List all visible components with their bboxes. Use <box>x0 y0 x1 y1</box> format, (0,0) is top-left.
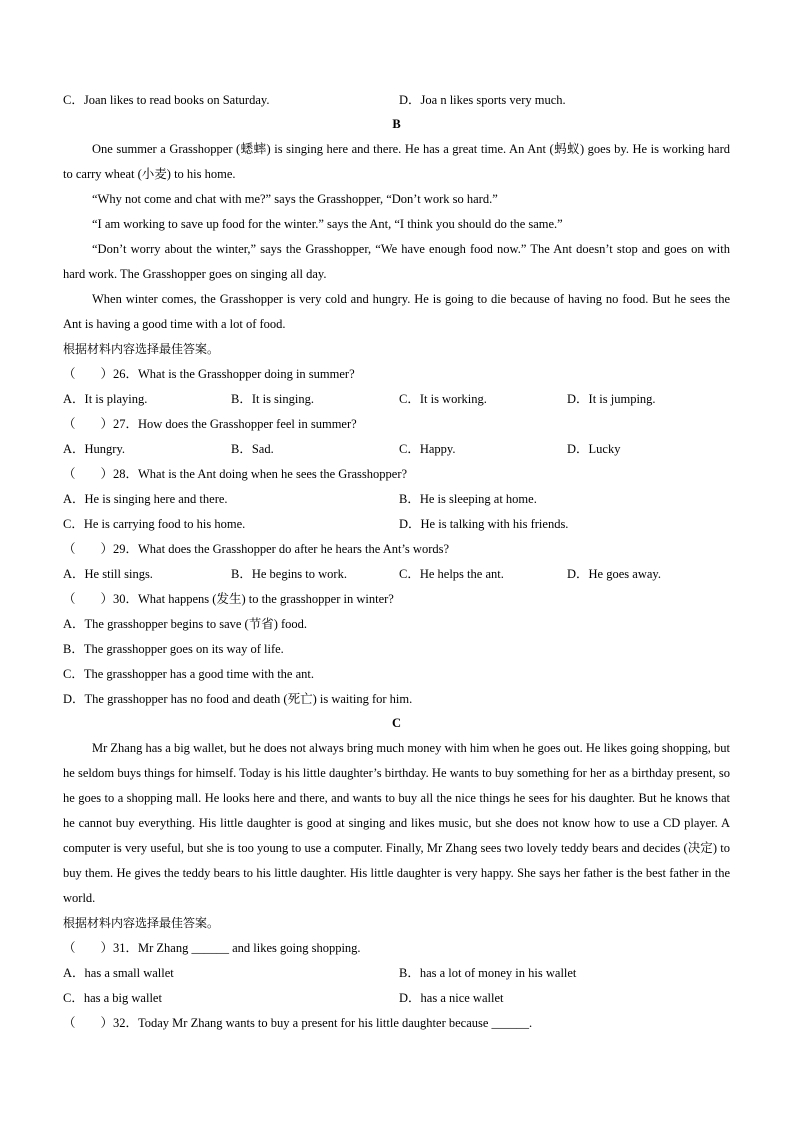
q27-option-b: B．Sad. <box>231 442 274 456</box>
q26-option-b: B．It is singing. <box>231 392 314 406</box>
question-29-stem: （ ）29．What does the Grasshopper do after he hears the Ant’s words? <box>63 542 450 556</box>
q30-option-c: C．The grasshopper has a good time with the ant. <box>63 667 314 681</box>
q30-option-b: B．The grasshopper goes on its way of life. <box>63 642 284 656</box>
question-26-options <box>63 389 730 409</box>
q29-option-d: D．He goes away. <box>567 567 661 581</box>
q26-option-c: C．It is working. <box>399 392 487 406</box>
q28-option-a: A．He is singing here and there. <box>63 492 228 506</box>
q28-option-b: B．He is sleeping at home. <box>399 492 537 506</box>
section-b-paragraph-1: One summer a Grasshopper (蟋蟀) is singing here and there. He has a great time. An Ant (蚂蚁) goes by. He is working hard to carry wheat (小麦) to his home. <box>63 142 730 181</box>
q30-option-d: D．The grasshopper has no food and death (死亡) is waiting for him. <box>63 692 413 706</box>
section-b-paragraph-3: “I am working to save up food for the winter.” says the Ant, “I think you should do the same.” <box>92 217 563 231</box>
question-28-options-row-1 <box>63 489 730 509</box>
q27-option-a: A．Hungry. <box>63 442 126 456</box>
section-b-instruction: 根据材料内容选择最佳答案。 <box>63 342 220 356</box>
q29-option-b: B．He begins to work. <box>231 567 347 581</box>
top-options-row <box>63 90 730 110</box>
section-b-heading: B <box>392 117 401 131</box>
q31-option-d: D．has a nice wallet <box>399 991 504 1005</box>
q29-option-c: C．He helps the ant. <box>399 567 504 581</box>
question-30-stem: （ ）30．What happens (发生) to the grasshopper in winter? <box>63 592 394 606</box>
q30-option-a: A．The grasshopper begins to save (节省) food. <box>63 617 308 631</box>
question-31-options-row-1 <box>63 963 730 983</box>
q26-option-a: A．It is playing. <box>63 392 148 406</box>
section-b-paragraph-4: “Don’t worry about the winter,” says the Grasshopper, “We have enough food now.” The Ant doesn’t stop and goes on with hard work. The Grasshopper goes on singing all day. <box>63 242 730 281</box>
q31-option-a: A．has a small wallet <box>63 966 174 980</box>
q31-option-c: C．has a big wallet <box>63 991 162 1005</box>
section-c-paragraph: Mr Zhang has a big wallet, but he does not always bring much money with him when he goes out. He likes going shopping, but he seldom buys things for himself. Today is his little daughter’s birthday. He wants to buy something for her as a birthday present, so he goes to a shopping mall. He looks here and there, and wants to buy all the nice things he sees for his daughter. But he knows that he cannot buy everything. His little daughter is good at singing and likes music, but she does not know how to use a CD player. A computer is very useful, but she is too young to use a computer. Finally, Mr Zhang sees two lovely teddy bears and decides (决定) to buy them. He gives the teddy bears to his little daughter. His little daughter is very happy. She says her father is the best father in the world. <box>63 741 730 905</box>
q27-option-d: D．Lucky <box>567 442 621 456</box>
section-c-heading: C <box>391 716 402 730</box>
section-b-paragraph-5: When winter comes, the Grasshopper is very cold and hungry. He is going to die because of having no food. But he sees the Ant is having a good time with a lot of food. <box>63 292 730 331</box>
question-27-stem: （ ）27．How does the Grasshopper feel in summer? <box>63 417 357 431</box>
top-option-d: D．Joa n likes sports very much. <box>399 93 566 107</box>
q29-option-a: A．He still sings. <box>63 567 153 581</box>
q28-option-c: C．He is carrying food to his home. <box>63 517 246 531</box>
q31-option-b: B．has a lot of money in his wallet <box>399 966 577 980</box>
q26-option-d: D．It is jumping. <box>567 392 656 406</box>
question-31-stem: （ ）31．Mr Zhang ______ and likes going shopping. <box>63 941 361 955</box>
question-27-options <box>63 439 730 459</box>
question-32-stem: （ ）32．Today Mr Zhang wants to buy a present for his little daughter because ______. <box>63 1016 533 1030</box>
question-28-stem: （ ）28．What is the Ant doing when he sees the Grasshopper? <box>63 467 408 481</box>
section-b-paragraph-2: “Why not come and chat with me?” says the Grasshopper, “Don’t work so hard.” <box>92 192 498 206</box>
question-29-options <box>63 564 730 584</box>
q27-option-c: C．Happy. <box>399 442 456 456</box>
question-28-options-row-2 <box>63 514 730 534</box>
q28-option-d: D．He is talking with his friends. <box>399 517 569 531</box>
top-option-c: C．Joan likes to read books on Saturday. <box>63 93 270 107</box>
question-31-options-row-2 <box>63 988 730 1008</box>
question-26-stem: （ ）26．What is the Grasshopper doing in summer? <box>63 367 355 381</box>
section-c-instruction: 根据材料内容选择最佳答案。 <box>63 916 220 930</box>
